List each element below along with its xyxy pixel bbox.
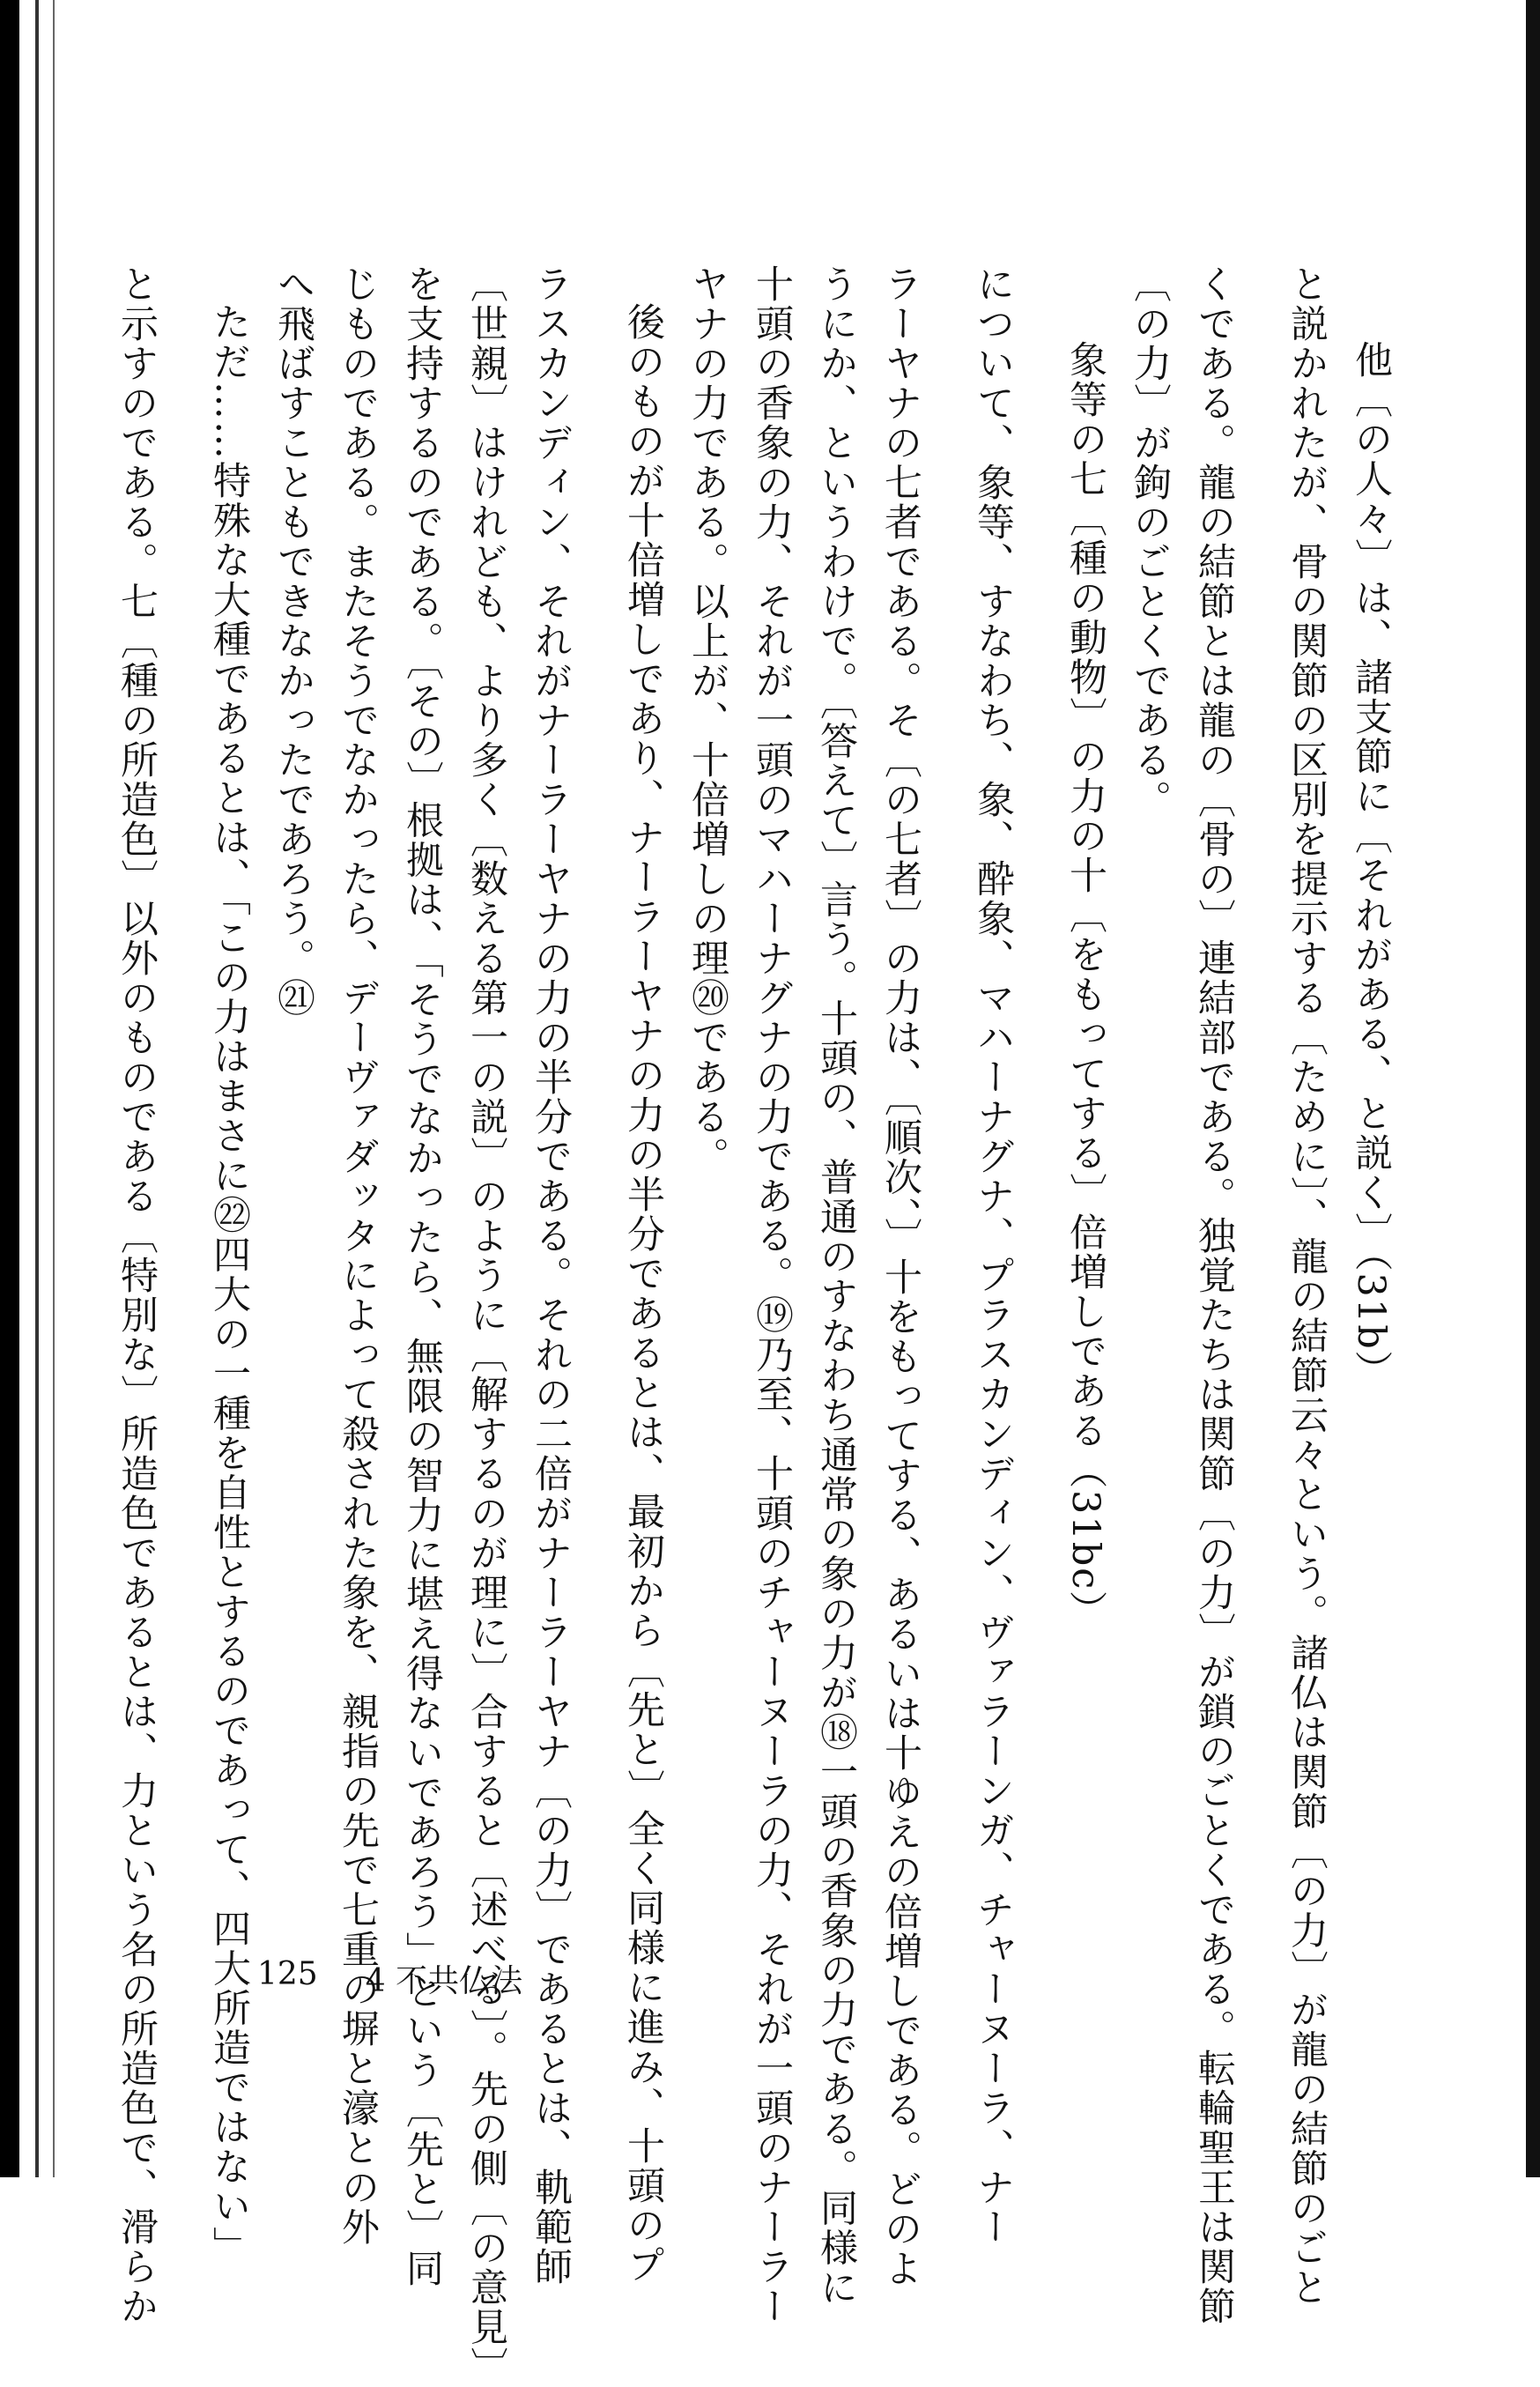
verse-line: 象等の七〔種の動物〕の力の十〔をもってする〕倍増しである（31bc） [1063, 340, 1107, 1631]
text-column: と示すのである。七〔種の所造色〕以外のものである〔特別な〕所造色であるとは、力という名の所造色で、滑らか [115, 264, 159, 2326]
text-column: 〔世親〕はけれども、より多く〔数える第一の説〕のように〔解するのが理に〕合すると〔述べる〕。先の側〔の意見〕 [464, 264, 508, 2387]
text-column: と説かれたが、骨の関節の区別を提示する〔ために〕、龍の結節云々という。諸仏は関節〔の力〕が龍の結節のごと [1285, 264, 1329, 2308]
text-column: うにか、というわけで。〔答えて〕言う。十頭の、普通のすなわち通常の象の力が⑱一頭の香象の力である。同様に [814, 264, 858, 2308]
text-column: 〔の力〕が鉤のごとくである。 [1128, 264, 1172, 819]
text-column: 後のものが十倍増しであり、ナーラーヤナの力の半分であるとは、最初から〔先と〕全く同様に進み、十頭のプ [621, 302, 665, 2285]
text-column: について、象等、すなわち、象、酔象、マハーナグナ、プラスカンディン、ヴァラーンガ、チャーヌーラ、ナー [971, 264, 1015, 2247]
text-column: ラスカンディン、それがナーラーヤナの力の半分である。それの二倍がナーラーヤナ〔の力〕であるとは、軌範師 [529, 264, 573, 2287]
text-column: を支持するのである。〔その〕根拠は、「そうでなかったら、無限の智力に堪え得ないであろう」という〔先と〕同 [400, 264, 444, 2288]
text-column: ラーヤナの七者である。そ〔の七者〕の力は、〔順次、〕十をもってする、あるいは十ゆえの倍増しである。どのよ [878, 264, 922, 2288]
text-column: ただ……特殊な大種であるとは、「この力はまさに㉒四大の一種を自性とするのであって、四大所造ではない」 [207, 302, 251, 2266]
chapter-title: 4 不共仏法 [365, 1963, 523, 1999]
book-binding-edge [0, 0, 70, 2177]
text-column: 十頭の香象の力、それが一頭のマハーナグナの力である。⑲乃至、十頭のチャーヌーラの力、それが一頭のナーラー [750, 264, 794, 2326]
text-column: ヤナの力である。以上が、十倍増しの理⑳である。 [685, 264, 729, 1176]
text-column: じものである。またそうでなかったら、デーヴァダッタによって殺された象を、親指の先で七重の塀と濠との外 [336, 264, 380, 2247]
text-column: へ飛ばすこともできなかったであろう。㉑ [271, 264, 315, 1018]
text-column: くである。龍の結節とは龍の〔骨の〕連結部である。独覚たちは関節〔の力〕が鎖のごとくである。転輪聖王は関節 [1192, 264, 1236, 2326]
page-number: 125 [257, 1956, 318, 1992]
page-right-edge [1526, 0, 1540, 2177]
verse-line: 他〔の人々〕は、諸支節に〔それがある、と説く〕（31b） [1349, 340, 1393, 1390]
book-page [70, 0, 1526, 2387]
page-footer [257, 1956, 522, 2001]
